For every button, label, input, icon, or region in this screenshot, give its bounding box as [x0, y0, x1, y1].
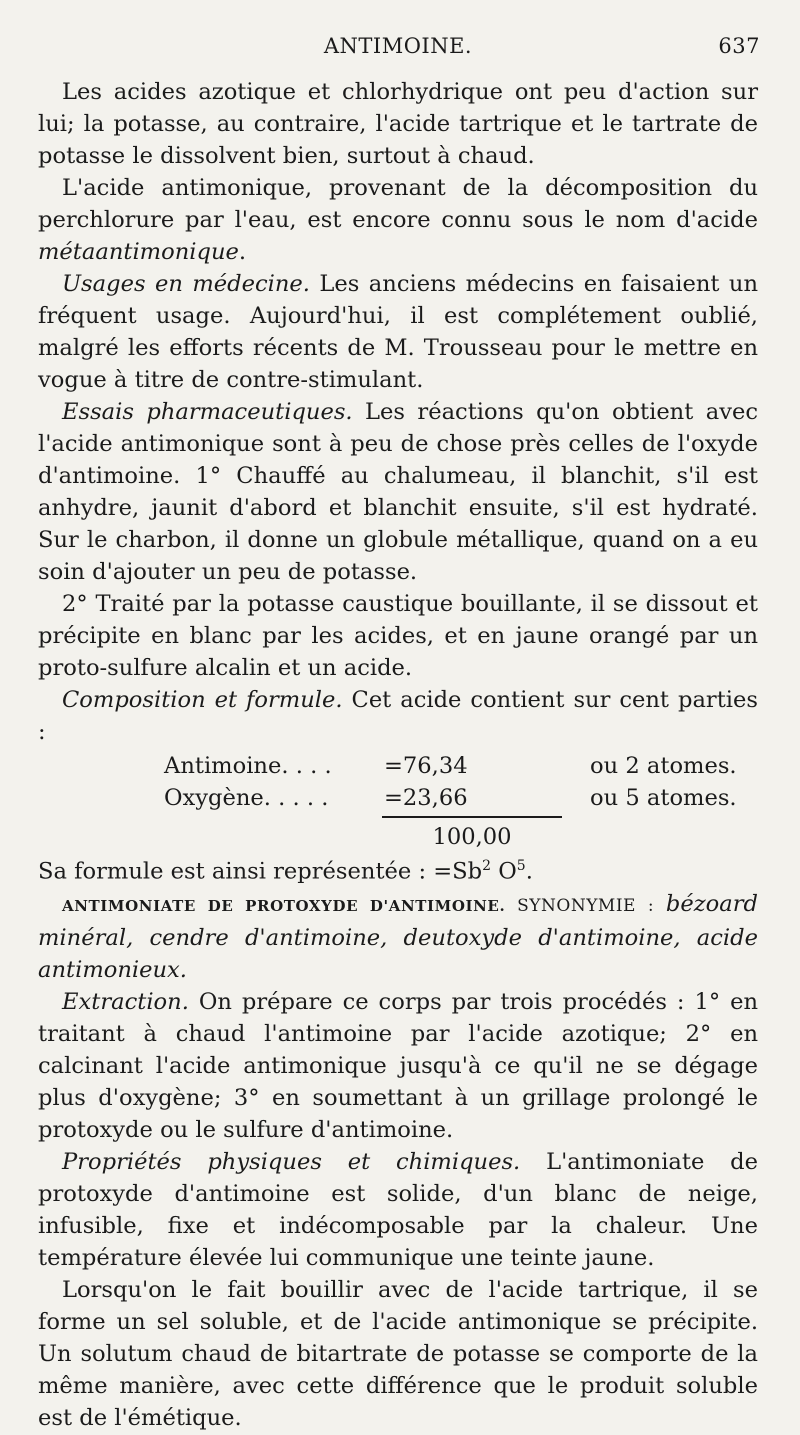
- section-heading-antimoniate: [38, 888, 758, 986]
- element-atoms: ou 5 atomes.: [590, 785, 737, 811]
- paragraph-potasse-caustique: 2° Traité par la potasse caustique bouillante, il se dissout et précipite en blanc par les acides, et en jaune orangé par un proto-sulfure alcalin et un acide.: [38, 591, 758, 681]
- composition-table: [38, 750, 758, 814]
- composition-row: [164, 750, 758, 782]
- paragraph-end: .: [238, 239, 247, 265]
- formula-subscript: 2: [482, 858, 492, 874]
- element-value: =23,66: [384, 785, 468, 811]
- paragraph-text: L'antimoniate de protoxyde d'antimoine est solide, d'un blanc de neige, infusible, fixe et indécomposable par la chaleur. Une température élevée lui communique une teinte jaune.: [38, 1148, 758, 1271]
- paragraph-text: On prépare ce corps par trois procédés : 1° en traitant à chaud l'antimoine par l'acide azotique; 2° en calcinant l'acide antimonique jusqu'à ce qu'il ne se dégage plus d'oxygène; 3° en soumettant à un grillage prolongé le protoxyde ou le sulfure d'antimoine.: [38, 988, 758, 1143]
- paragraph-usages: [38, 268, 758, 396]
- formula-mid: O: [491, 858, 517, 885]
- page-number: 637: [718, 34, 760, 58]
- formula-end: .: [525, 858, 533, 885]
- subheading-extraction: Extraction.: [62, 988, 189, 1015]
- paragraph-extraction: [38, 986, 758, 1146]
- synonymy-label: SYNONYMIE :: [505, 895, 666, 916]
- subheading-essais: Essais pharmaceutiques.: [62, 399, 353, 425]
- paragraph-text: L'acide antimonique, provenant de la décomposition du perchlorure par l'eau, est encore connu sous le nom d'acide: [38, 175, 758, 233]
- paragraph-acids-action: Les acides azotique et chlorhydrique ont peu d'action sur lui; la potasse, au contraire, l'acide tartrique et le tartrate de potasse le dissolvent bien, surtout à chaud.: [38, 79, 758, 169]
- subheading-proprietes: Propriétés physiques et chimiques.: [62, 1148, 521, 1175]
- element-value: =76,34: [384, 753, 468, 779]
- paragraph-bouillir: Lorsqu'on le fait bouillir avec de l'acide tartrique, il se forme un sel soluble, et de l'acide antimonique se précipite. Un solutum chaud de bitartrate de potasse se comporte de la même manière, avec cette différence que le produit soluble est de l'émétique.: [38, 1276, 758, 1431]
- paragraph-proprietes: [38, 1146, 758, 1274]
- element-name: Antimoine. . . .: [164, 753, 332, 779]
- paragraph-text: Les réactions qu'on obtient avec l'acide antimonique sont à peu de chose près celles de l'oxyde d'antimoine. 1° Chauffé au chalumeau, il blanchit, s'il est anhydre, jaunit d'abord et blanchit ensuite, s'il est hydraté. Sur le charbon, il donne un globule métallique, quand on a eu soin d'ajouter un peu de potasse.: [38, 399, 758, 585]
- paragraph-text: Cet acide contient sur cent parties :: [38, 687, 758, 745]
- formula-line: [38, 850, 758, 888]
- composition-row: [164, 782, 758, 814]
- term-metaantimonique: métaantimonique: [38, 239, 239, 265]
- paragraph-metaantimonic: [38, 172, 758, 268]
- running-head: [38, 30, 758, 64]
- subheading-usages: Usages en médecine.: [62, 271, 310, 297]
- running-title: ANTIMOINE.: [323, 34, 473, 58]
- subheading-composition: Composition et formule.: [62, 687, 343, 713]
- element-name: Oxygène. . . . .: [164, 785, 329, 811]
- formula-subscript: 5: [516, 858, 526, 874]
- synonyms: bézoard minéral, cendre d'antimoine, deutoxyde d'antimoine, acide antimonieux.: [38, 890, 758, 983]
- element-atoms: ou 2 atomes.: [590, 753, 737, 779]
- paragraph-composition: [38, 684, 758, 748]
- page-body: [38, 76, 758, 1434]
- section-title: ANTIMONIATE DE PROTOXYDE D'ANTIMOINE.: [62, 896, 506, 915]
- paragraph-text: Les anciens médecins en faisaient un fréquent usage. Aujourd'hui, il est complétement oublié, malgré les efforts récents de M. Trousseau pour le mettre en vogue à titre de contre-stimulant.: [38, 271, 758, 393]
- formula-text: Sa formule est ainsi représentée : =Sb: [38, 858, 483, 885]
- paragraph-essais: [38, 396, 758, 588]
- composition-total: 100,00: [382, 816, 562, 850]
